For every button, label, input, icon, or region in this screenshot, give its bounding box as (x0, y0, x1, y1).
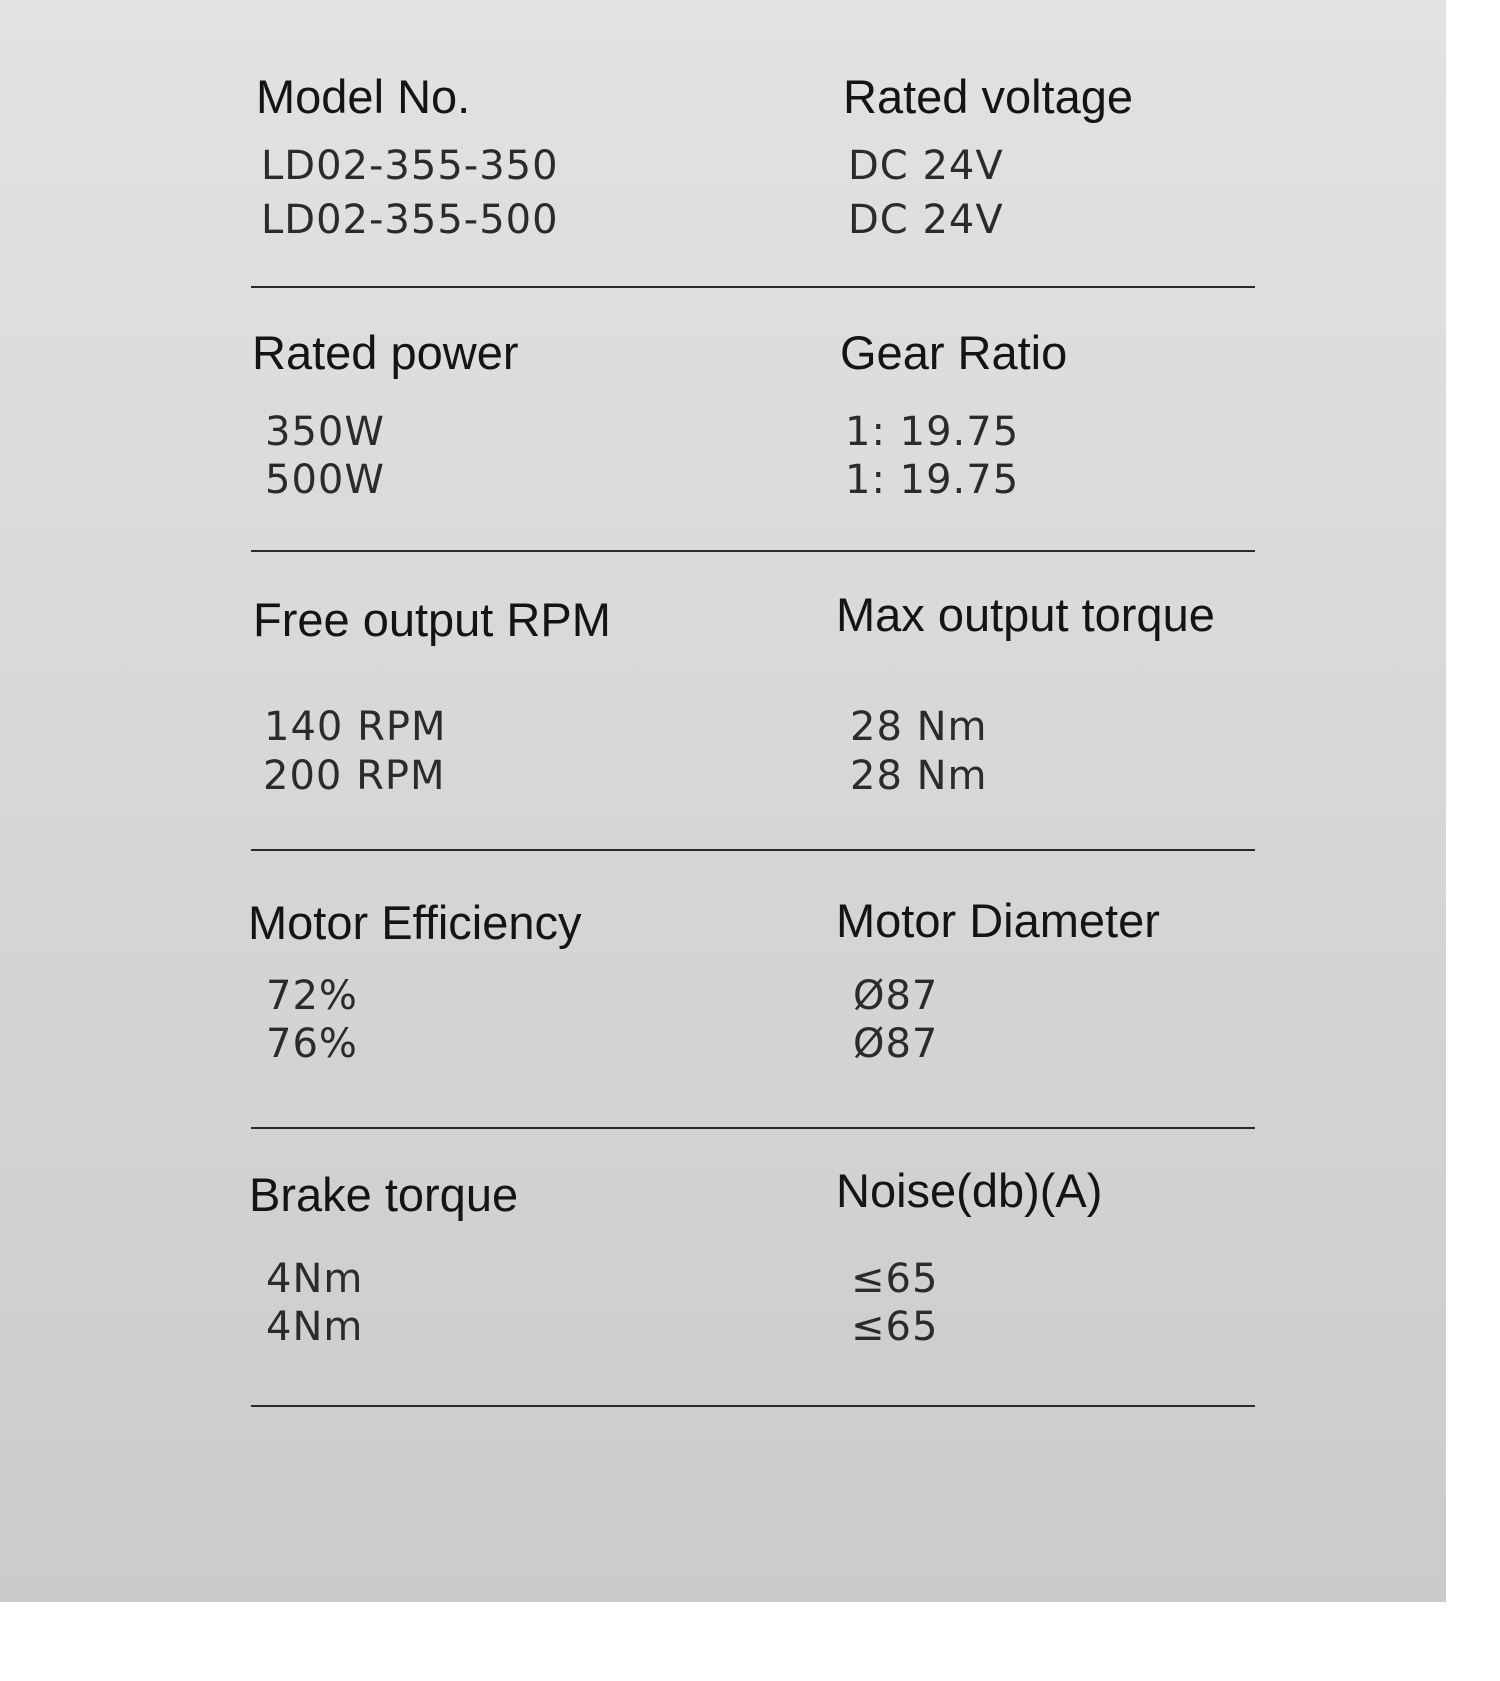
spec-value-model-no-2: LD02-355-500 (261, 197, 559, 243)
spec-value-noise-1: ≤65 (851, 1256, 939, 1302)
spec-value-motor-diameter-2: Ø87 (853, 1021, 939, 1067)
spec-value-free-output-rpm-1: 140 RPM (264, 704, 447, 750)
spec-label-rated-voltage: Rated voltage (843, 70, 1134, 123)
row-divider (251, 1127, 1255, 1129)
spec-label-free-output-rpm: Free output RPM (253, 593, 611, 646)
spec-value-rated-power-2: 500W (265, 457, 385, 503)
spec-label-noise: Noise(db)(A) (836, 1164, 1103, 1217)
spec-value-noise-2: ≤65 (851, 1304, 939, 1350)
spec-value-brake-torque-1: 4Nm (266, 1256, 364, 1302)
row-divider (251, 550, 1255, 552)
spec-value-rated-voltage-2: DC 24V (848, 197, 1004, 243)
spec-value-rated-voltage-1: DC 24V (848, 143, 1004, 189)
spec-value-brake-torque-2: 4Nm (266, 1304, 364, 1350)
spec-value-max-output-torque-2: 28 Nm (850, 753, 988, 799)
row-divider (251, 286, 1255, 288)
spec-label-rated-power: Rated power (252, 326, 519, 379)
spec-value-rated-power-1: 350W (265, 409, 385, 455)
spec-label-motor-efficiency: Motor Efficiency (248, 896, 582, 949)
spec-label-gear-ratio: Gear Ratio (840, 326, 1068, 379)
spec-label-motor-diameter: Motor Diameter (836, 894, 1160, 947)
spec-value-gear-ratio-1: 1: 19.75 (845, 409, 1020, 455)
row-divider (251, 1405, 1255, 1407)
spec-label-max-output-torque: Max output torque (836, 588, 1215, 641)
spec-value-motor-diameter-1: Ø87 (853, 973, 939, 1019)
row-divider (251, 849, 1255, 851)
spec-value-model-no-1: LD02-355-350 (261, 143, 559, 189)
spec-label-brake-torque: Brake torque (249, 1168, 519, 1221)
spec-value-motor-efficiency-2: 76% (266, 1021, 358, 1067)
spec-label-model-no: Model No. (256, 70, 471, 123)
spec-value-free-output-rpm-2: 200 RPM (263, 753, 446, 799)
spec-value-gear-ratio-2: 1: 19.75 (845, 457, 1020, 503)
spec-value-motor-efficiency-1: 72% (266, 973, 358, 1019)
spec-value-max-output-torque-1: 28 Nm (850, 704, 988, 750)
